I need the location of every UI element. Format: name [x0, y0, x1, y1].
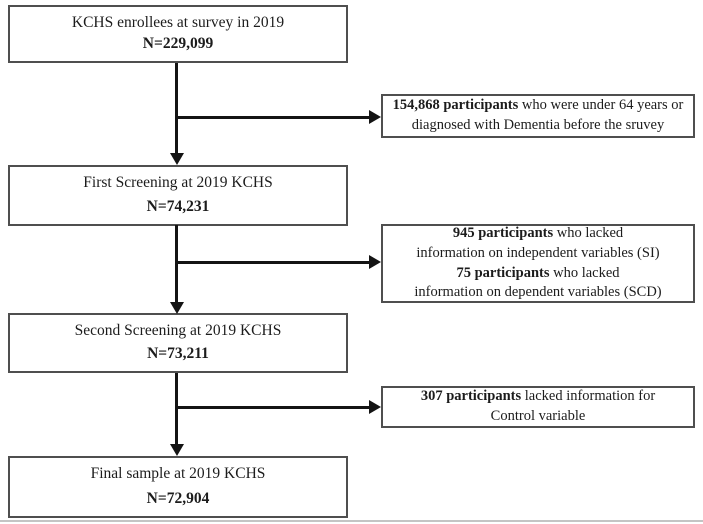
- main-box-second-screening: [8, 313, 348, 373]
- connector-line-horizontal-3: [177, 406, 369, 409]
- exclusion-box-control-variable: [381, 386, 695, 428]
- connector-line-horizontal-2: [177, 261, 369, 264]
- connector-line-vertical-3: [175, 373, 178, 446]
- exclusion-line: diagnosed with Dementia before the sruvey: [411, 117, 665, 133]
- main-box-first-screening: [8, 165, 348, 226]
- connector-line-horizontal-1: [177, 116, 369, 119]
- box-n-value: N=72,904: [146, 490, 210, 507]
- exclusion-line: information on independent variables (SI): [416, 244, 660, 261]
- box-title: KCHS enrollees at survey in 2019: [71, 14, 285, 31]
- arrow-down-icon: [170, 444, 184, 456]
- box-title: Second Screening at 2019 KCHS: [74, 322, 282, 339]
- exclusion-box-missing-variables: [381, 224, 695, 303]
- exclusion-line: 75 participants who lacked: [456, 264, 620, 281]
- exclusion-line: 154,868 participants who were under 64 years or: [392, 97, 684, 114]
- connector-line-vertical-2: [175, 225, 178, 304]
- arrow-right-icon: [369, 400, 381, 414]
- box-n-value: N=73,211: [147, 345, 209, 362]
- box-title: First Screening at 2019 KCHS: [83, 174, 273, 191]
- figure-bottom-rule: [0, 520, 703, 522]
- exclusion-box-under64-dementia: [381, 94, 695, 138]
- exclusion-line: 945 participants who lacked: [452, 225, 624, 242]
- arrow-down-icon: [170, 153, 184, 165]
- connector-line-vertical-1: [175, 63, 178, 155]
- exclusion-line: information on dependent variables (SCD): [414, 284, 662, 301]
- main-box-final-sample: [8, 456, 348, 518]
- box-n-value: N=74,231: [146, 198, 210, 215]
- main-box-enrollees: [8, 5, 348, 63]
- arrow-right-icon: [369, 110, 381, 124]
- arrow-right-icon: [369, 255, 381, 269]
- exclusion-line: 307 participants lacked information for: [420, 388, 656, 405]
- arrow-down-icon: [170, 302, 184, 314]
- box-title: Final sample at 2019 KCHS: [90, 465, 266, 482]
- exclusion-line: Control variable: [490, 408, 586, 424]
- box-n-value: N=229,099: [142, 35, 214, 52]
